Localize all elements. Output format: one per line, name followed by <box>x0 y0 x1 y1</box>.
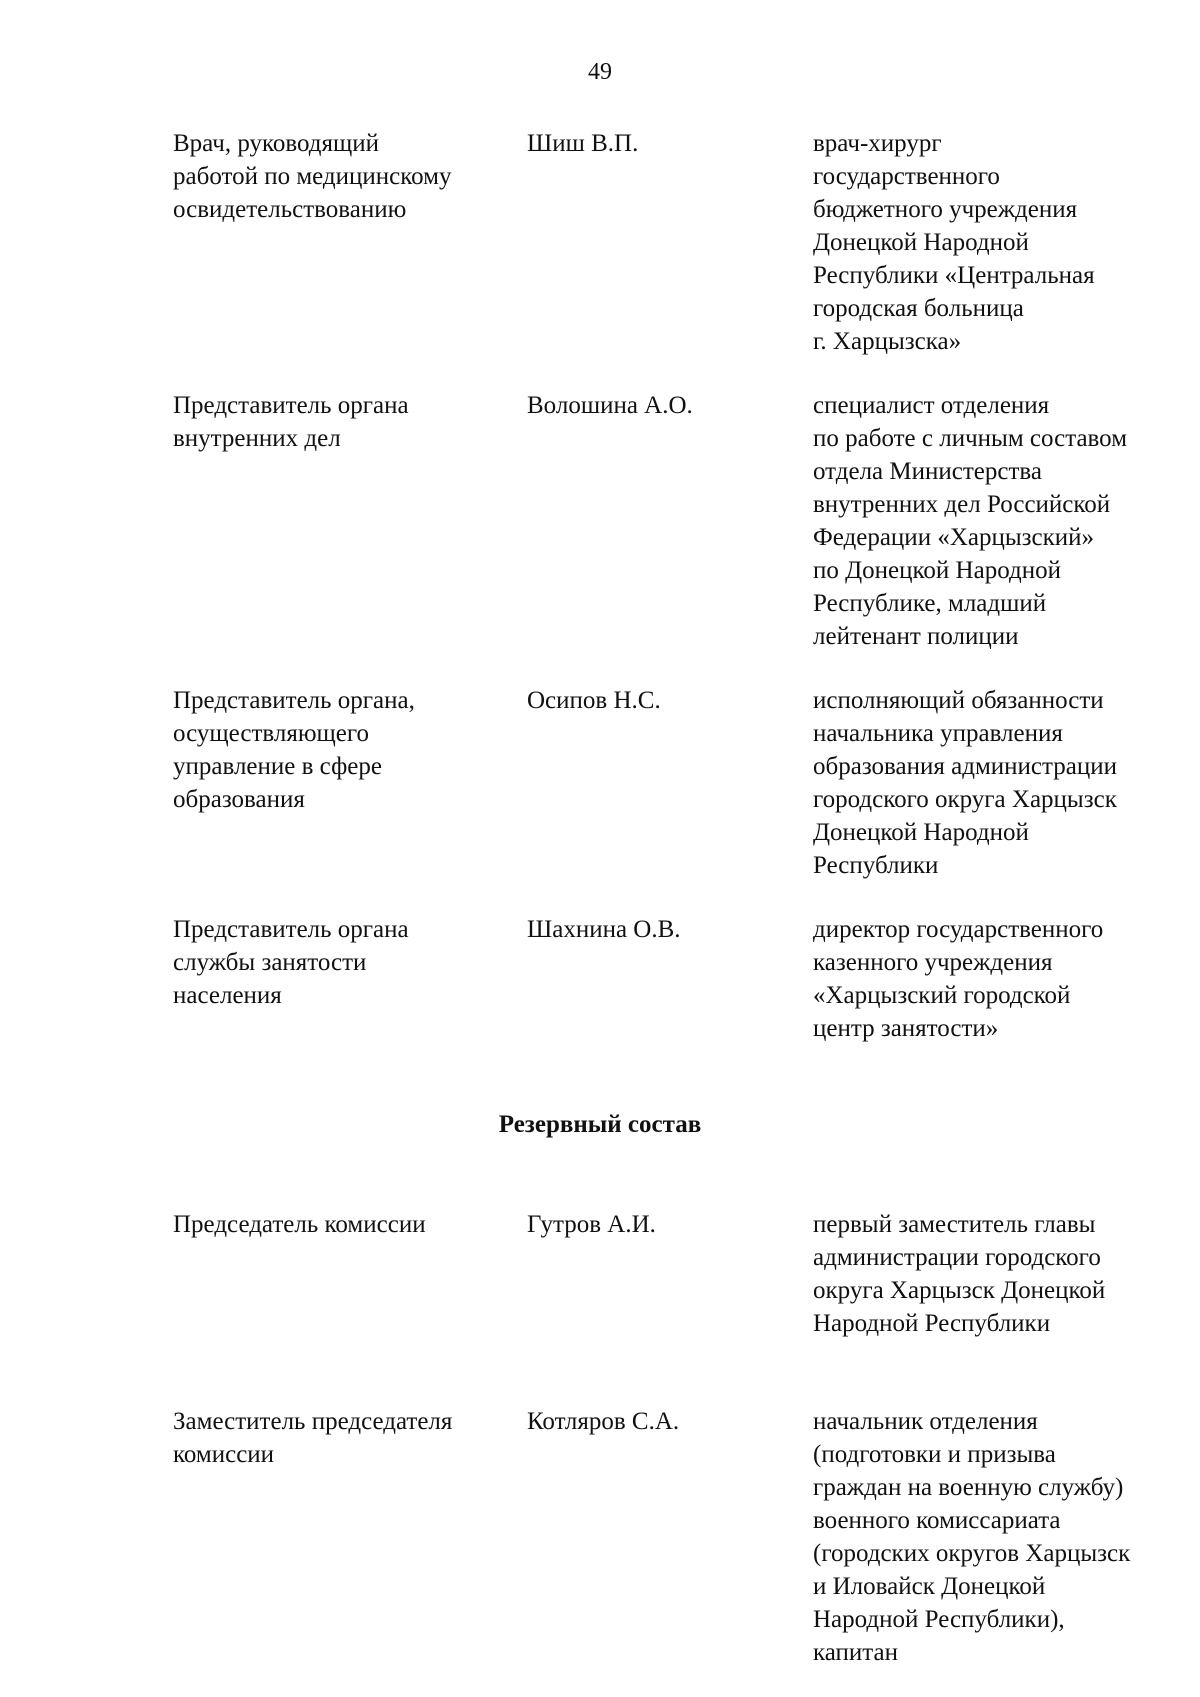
position-line: директор государственного <box>813 916 1104 943</box>
position-line: Федерации «Харцызский» <box>813 524 1095 551</box>
member-role <box>173 127 513 226</box>
position-line: первый заместитель главы <box>813 1211 1096 1238</box>
member-position <box>813 127 1193 358</box>
member-role <box>173 913 513 1012</box>
position-line: образования администрации <box>813 753 1117 780</box>
position-line: Республики «Центральная <box>813 262 1095 289</box>
position-line: Республике, младший <box>813 590 1047 617</box>
role-line: Представитель органа <box>173 392 409 419</box>
role-line: образования <box>173 786 305 813</box>
position-line: по работе с личным составом <box>813 425 1128 452</box>
role-line: осуществляющего <box>173 720 369 747</box>
role-line: населения <box>173 982 282 1009</box>
position-line: г. Харцызска» <box>813 328 962 355</box>
position-line: Республики <box>813 852 939 879</box>
position-line: лейтенант полиции <box>813 623 1019 650</box>
member-role <box>173 389 513 455</box>
position-line: бюджетного учреждения <box>813 196 1078 223</box>
position-line: капитан <box>813 1639 898 1666</box>
member-position <box>813 389 1193 653</box>
role-line: Врач, руководящий <box>173 130 380 157</box>
member-name: Шиш В.П. <box>527 130 639 157</box>
member-position <box>813 1405 1193 1669</box>
position-line: и Иловайск Донецкой <box>813 1573 1046 1600</box>
position-line: отдела Министерства <box>813 458 1042 485</box>
position-line: внутренних дел Российской <box>813 491 1111 518</box>
role-line: внутренних дел <box>173 425 341 452</box>
role-line: службы занятости <box>173 949 367 976</box>
position-line: специалист отделения <box>813 392 1050 419</box>
member-role <box>173 684 513 816</box>
position-line: (городских округов Харцызск <box>813 1540 1131 1567</box>
position-line: Донецкой Народной <box>813 229 1029 256</box>
position-line: по Донецкой Народной <box>813 557 1061 584</box>
member-position <box>813 1208 1193 1340</box>
position-line: военного комиссариата <box>813 1507 1061 1534</box>
position-line: «Харцызский городской <box>813 982 1071 1009</box>
member-name: Котляров С.А. <box>527 1408 680 1435</box>
position-line: центр занятости» <box>813 1015 999 1042</box>
role-line: Председатель комиссии <box>173 1211 426 1238</box>
position-line: округа Харцызск Донецкой <box>813 1277 1106 1304</box>
reserve-section-title: Резервный состав <box>498 1111 702 1138</box>
position-line: граждан на военную службу) <box>813 1474 1124 1501</box>
member-position <box>813 913 1193 1045</box>
role-line: Представитель органа, <box>173 687 415 714</box>
member-name: Шахнина О.В. <box>527 916 681 943</box>
role-line: Представитель органа <box>173 916 409 943</box>
page-number: 49 <box>588 59 612 85</box>
member-name: Волошина А.О. <box>527 392 693 419</box>
role-line: Заместитель председателя <box>173 1408 453 1435</box>
member-name: Гутров А.И. <box>527 1211 656 1238</box>
position-line: (подготовки и призыва <box>813 1441 1056 1468</box>
role-line: комиссии <box>173 1441 275 1468</box>
position-line: начальник отделения <box>813 1408 1038 1435</box>
position-line: городского округа Харцызск <box>813 786 1117 813</box>
role-line: управление в сфере <box>173 753 382 780</box>
position-line: администрации городского <box>813 1244 1101 1271</box>
role-line: освидетельствованию <box>173 196 407 223</box>
position-line: казенного учреждения <box>813 949 1053 976</box>
position-line: исполняющий обязанности <box>813 687 1104 714</box>
member-name: Осипов Н.С. <box>527 687 661 714</box>
member-role <box>173 1405 513 1471</box>
role-line: работой по медицинскому <box>173 163 452 190</box>
position-line: Донецкой Народной <box>813 819 1029 846</box>
position-line: начальника управления <box>813 720 1063 747</box>
position-line: городская больница <box>813 295 1024 322</box>
member-role <box>173 1208 513 1241</box>
position-line: государственного <box>813 163 1000 190</box>
position-line: врач-хирург <box>813 130 942 157</box>
position-line: Народной Республики), <box>813 1606 1065 1633</box>
position-line: Народной Республики <box>813 1310 1051 1337</box>
member-position <box>813 684 1193 882</box>
